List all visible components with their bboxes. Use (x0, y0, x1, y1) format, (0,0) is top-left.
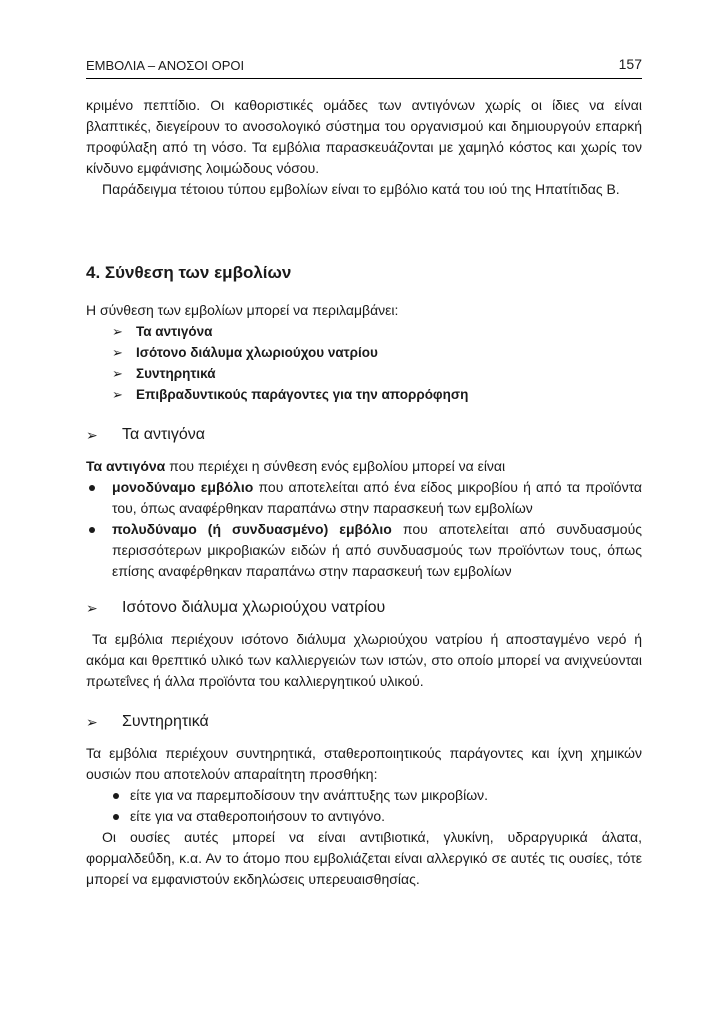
running-header (86, 58, 642, 78)
arrow-bullet-icon: ➢ (86, 713, 98, 730)
section-lead: Η σύνθεση των εμβολίων μπορεί να περιλαμβάνει: (86, 302, 399, 318)
saline-body (86, 629, 642, 692)
list-item: πολυδύναμο (ή συνδυασμένο) εμβόλιο που αποτελείται από συνδυασμούς περισσότερων μικροβιακών ειδών ή από συνδυασμούς των προϊόντων τους, όπως επίσης αναφέρθηκαν παραπάνω στην παρασκευή των εμβολίων (86, 519, 642, 582)
preservatives-body (86, 743, 642, 890)
arrow-bullet-icon: ➢ (112, 344, 123, 360)
intro-section (86, 95, 642, 200)
intro-paragraph-1: κριμένο πεπτίδιο. Οι καθοριστικές ομάδες των αντιγόνων χωρίς οι ίδιες να είναι βλαπτικές, διεγείρουν το ανοσολογικό σύστημα του οργανισμού και δημιουργούν επαρκή προφύλαξη από τη νόσο. Τα εμβόλια παρασκευάζονται με χαμηλό κόστος και χωρίς τον κίνδυνο εμφάνισης λοιμώδους νόσου. (86, 97, 642, 176)
arrow-bullet-icon: ➢ (112, 323, 123, 339)
subsection-heading: ➢ Τα αντιγόνα (86, 426, 205, 443)
page-number: 157 (618, 56, 642, 72)
saline-subsection (86, 597, 642, 619)
header-title: ΕΜΒΟΛΙΑ – ΑΝΟΣΟΙ ΟΡΟΙ (86, 58, 245, 73)
list-item: είτε για να σταθεροποιήσουν το αντιγόνο. (86, 806, 642, 827)
arrow-bullet-icon: ➢ (86, 599, 98, 616)
preservatives-subsection (86, 711, 642, 733)
list-item: ➢ Ισότονο διάλυμα χλωριούχου νατρίου (112, 344, 378, 360)
bullet-dot-icon (113, 814, 119, 820)
bullet-dot-icon (113, 793, 119, 799)
arrow-bullet-icon: ➢ (86, 426, 98, 443)
section-heading: 4. Σύνθεση των εμβολίων (86, 263, 292, 282)
subsection-heading: ➢ Συντηρητικά (86, 713, 209, 730)
list-item: ➢ Επιβραδυντικούς παράγοντες για την απορρόφηση (112, 386, 469, 402)
arrow-bullet-icon: ➢ (112, 386, 123, 402)
saline-paragraph: Τα εμβόλια περιέχουν ισότονο διάλυμα χλωριούχου νατρίου ή αποσταγμένο νερό ή ακόμα και θρεπτικό υλικό των καλλιεργειών των ιστών, στο οποίο μπορεί να ανιχνεύονται πρωτεΐνες ή άλλα προϊόντα του καλλιεργητικού υλικού. (86, 631, 642, 689)
composition-list (86, 321, 642, 405)
list-item: ➢ Συντηρητικά (112, 365, 216, 381)
section-4 (86, 262, 642, 284)
antigens-subsection (86, 424, 642, 446)
preservatives-lead: Τα εμβόλια περιέχουν συντηρητικά, σταθεροποιητικούς παράγοντες και ίχνη χημικών ουσιών που αποτελούν απαραίτητη προσθήκη: (86, 745, 642, 782)
bullet-dot-icon (89, 485, 95, 491)
arrow-bullet-icon: ➢ (112, 365, 123, 381)
intro-paragraph-2: Παράδειγμα τέτοιου τύπου εμβολίων είναι το εμβόλιο κατά του ιού της Ηπατίτιδας Β. (102, 181, 620, 197)
preservatives-bullet-list (86, 785, 642, 827)
subsection-heading: ➢ Ισότονο διάλυμα χλωριούχου νατρίου (86, 599, 386, 616)
antigens-bullet-list (86, 477, 642, 582)
bullet-dot-icon (89, 527, 95, 533)
antigens-lead: Τα αντιγόνα που περιέχει η σύνθεση ενός εμβολίου μπορεί να είναι (86, 458, 506, 474)
antigens-body (86, 456, 642, 582)
section-4-body (86, 300, 642, 405)
preservatives-closing: Οι ουσίες αυτές μπορεί να είναι αντιβιοτικά, γλυκίνη, υδραργυρικά άλατα, φορμαλδεΰδη, κ.α. Αν το άτομο που εμβολιάζεται είναι αλλεργικό σε αυτές τις ουσίες, τότε μπορεί να εμφανιστούν εκδηλώσεις υπερευαισθησίας. (86, 829, 642, 887)
list-item: είτε για να παρεμποδίσουν την ανάπτυξης των μικροβίων. (86, 785, 642, 806)
list-item: ➢ Τα αντιγόνα (112, 323, 213, 339)
list-item: μονοδύναμο εμβόλιο που αποτελείται από ένα είδος μικροβίου ή από τα προϊόντα του, όπως αναφέρθηκαν παραπάνω στην παρασκευή των εμβολίων (86, 477, 642, 519)
header-rule (86, 78, 642, 79)
